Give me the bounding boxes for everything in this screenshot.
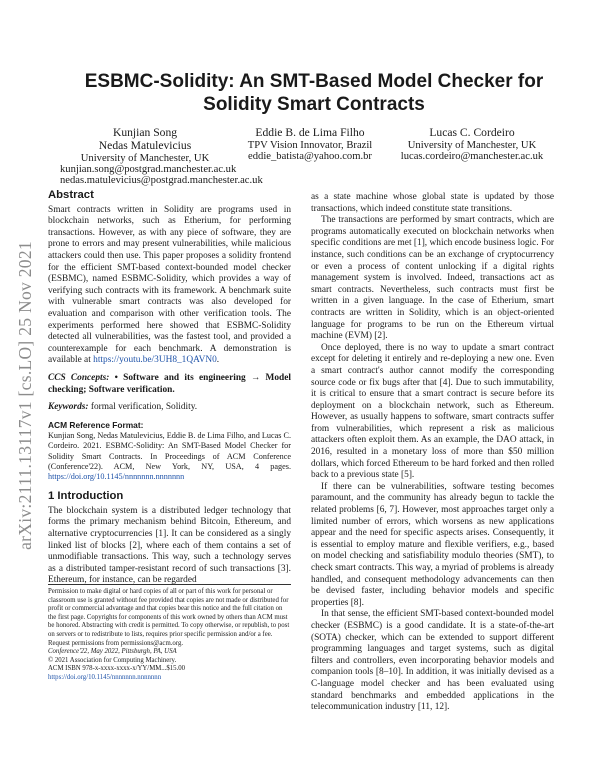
isbn-text: ACM ISBN 978-x-xxxx-xxxx-x/YY/MM...$15.00: [48, 665, 186, 673]
reference-doi-link[interactable]: https://doi.org/10.1145/nnnnnnn.nnnnnnn: [48, 472, 185, 482]
body-paragraph: If there can be vulnerabilities, software testing becomes paramount, and the community has already begun to tackle the related problems [6, 7]. However, most approaches target only a limited number of errors, which worsens as new applications appear and the need for specific aspects arises. Consequently, it is essential to employ mature and flexible verifiers, e.g., based on model checking and satisfiability modulo theories (SMT), to check smart contracts. This way, a myriad of problems is already handled, and consequent methodology advancements can then be devised faster, including behavior models and specific properties [8].: [311, 481, 554, 608]
author-block-2: [224, 127, 396, 162]
author-name: Kunjian Song: [112, 126, 178, 139]
demo-video-link[interactable]: https://youtu.be/3UH8_1QAVN0: [93, 355, 217, 366]
author-affiliation: TPV Vision Innovator, Brazil: [247, 139, 373, 151]
introduction-heading: 1 Introduction: [48, 490, 124, 503]
author-affiliation: University of Manchester, UK: [80, 152, 210, 164]
acm-reference-text: Kunjian Song, Nedas Matulevicius, Eddie B. de Lima Filho, and Lucas C. Cordeiro. 2021. ESBMC-Solidity: An SMT-Based Model Checker for Solidity Smart Contracts. In Proceedings of ACM Conference (Conference'22). ACM, New York, NY, USA, 4 pages. https://doi.org/10.1145/nnnnnnn.nnnnnnn: [48, 431, 291, 482]
left-column: [48, 190, 291, 587]
body-paragraph: Once deployed, there is no way to update a smart contract except for deleting it entirely and re-deploying a new one. Even a smart contract's author cannot modify the corresponding source code or fix bugs after that [4]. Due to such immutability, it is critical to ensure that a smart contract is secure before its deployment on a blockchain network, such as Ethereum. However, as usually happens to software, smart contracts suffer from vulnerabilities, which represent a risk as malicious attackers often exploit them. As an example, the DAO attack, in 2016, resulted in a monetary loss of more than $50 million dollars, which forced Ethereum to be hard forked and then rolled back to a previous state [5].: [311, 342, 554, 481]
author-name: Eddie B. de Lima Filho: [255, 126, 365, 139]
author-email: kunjian.song@postgrad.manchester.ac.uk: [60, 163, 237, 175]
permission-text: Permission to make digital or hard copies of all or part of this work for personal or classroom use is granted without fee provided that copies are not made or distributed for profit or commercial advantage and that copies bear this notice and the full citation on the first page. Copyrights for components of this work owned by others than ACM must be honored. Abstracting with credit is permitted. To copy otherwise, or republish, to post on servers or to redistribute to lists, requires prior specific permission and/or a fee. Request permissions from permissions@acm.org.: [48, 588, 290, 647]
abstract-heading: Abstract: [48, 189, 94, 201]
arxiv-stamp: [14, 185, 36, 605]
paper-title: ESBMC-Solidity: An SMT-Based Model Checker for Solidity Smart Contracts: [84, 71, 544, 115]
author-affiliation: University of Manchester, UK: [407, 139, 537, 151]
author-block-1: [60, 126, 263, 186]
author-name: Nedas Matulevicius: [98, 138, 192, 152]
author-block-3: [386, 127, 558, 162]
keywords: Keywords: formal verification, Solidity.: [48, 402, 198, 413]
author-email: lucas.cordeiro@manchester.ac.uk: [400, 151, 544, 162]
acm-reference-heading: ACM Reference Format:: [48, 419, 144, 430]
author-email: eddie_batista@yahoo.com.br: [248, 151, 372, 162]
copyright-text: © 2021 Association for Computing Machinery.: [48, 656, 177, 664]
body-paragraph: The transactions are performed by smart contracts, which are programs automatically executed on blockchain networks when specific conditions are met [1], which encode business logic. For instance, such conditions can be an exchange of cryptocurrency or even a process of content unlocking if a digital rights management system is involved. Indeed, transactions act as smart contracts. Nevertheless, such contracts must first be written in a given language. In the case of Etherium, smart contracts are written in Solidity, which is an object-oriented language for programs to be run on the Ethereum virtual machine (EVM) [2].: [311, 215, 554, 342]
permission-notice: [48, 584, 291, 683]
arxiv-stamp-text: arXiv:2111.13117v1 [cs.LO] 25 Nov 2021: [14, 240, 35, 550]
abstract-text: Smart contracts written in Solidity are programs used in blockchain networks, such as Etherium, for performing transactions. However, as with any piece of software, they are prone to errors and may present vulnerabilities, while malicious attackers could then use. This paper proposes a solidity frontend for the efficient SMT-based context-bounded model checker (ESBMC), named ESBMC-Solidity, which provides a way of verifying such contracts with its framework. A benchmark suite with vulnerable smart contracts was also developed for evaluation and comparison with other verification tools. The experiments performed here showed that ESBMC-Solidity detected all vulnerabilities, was the fastest tool, and provided a counterexample for each benchmark. A demonstration is available at https://youtu.be/3UH8_1QAVN0.: [48, 204, 291, 366]
body-paragraph: as a state machine whose global state is updated by those transactions, which indeed constitute state transitions.: [311, 192, 554, 214]
body-paragraph: In that sense, the efficient SMT-based context-bounded model checker (ESBMC) is a good candidate. It is a state-of-the-art (SOTA) checker, which can be extended to support different programming languages and target systems, such as digital filters and controllers, even incorporating behavior models and companion tools [8–10]. In addition, it was initially devised as a C-language model checker and has been evaluated using standard benchmarks and embedded applications in the telecommunication industry [11, 12].: [311, 609, 554, 713]
author-name: Lucas C. Cordeiro: [429, 126, 515, 139]
right-column: [311, 192, 554, 714]
ccs-concepts: CCS Concepts: • Software and its engineering → Model checking; Software verification.: [48, 372, 291, 395]
conference-info: Conference'22, May 2022, Pittsburgh, PA, USA: [48, 648, 177, 656]
author-email: nedas.matulevicius@postgrad.manchester.ac.uk: [60, 175, 263, 186]
permission-doi-link[interactable]: https://doi.org/10.1145/nnnnnnn.nnnnnnn: [48, 673, 162, 681]
intro-paragraph: The blockchain system is a distributed ledger technology that forms the primary mechanism behind Bitcoin, Ethereum, and alternative cryptocurrencies [1]. It can be considered as a singly linked list of blocks [2], where each of them contains a set of unmodifiable transactions. This way, such a technology serves as a distributed tamper-resistant record of such transactions [3]. Ethereum, for instance, can be regarded: [48, 505, 291, 586]
